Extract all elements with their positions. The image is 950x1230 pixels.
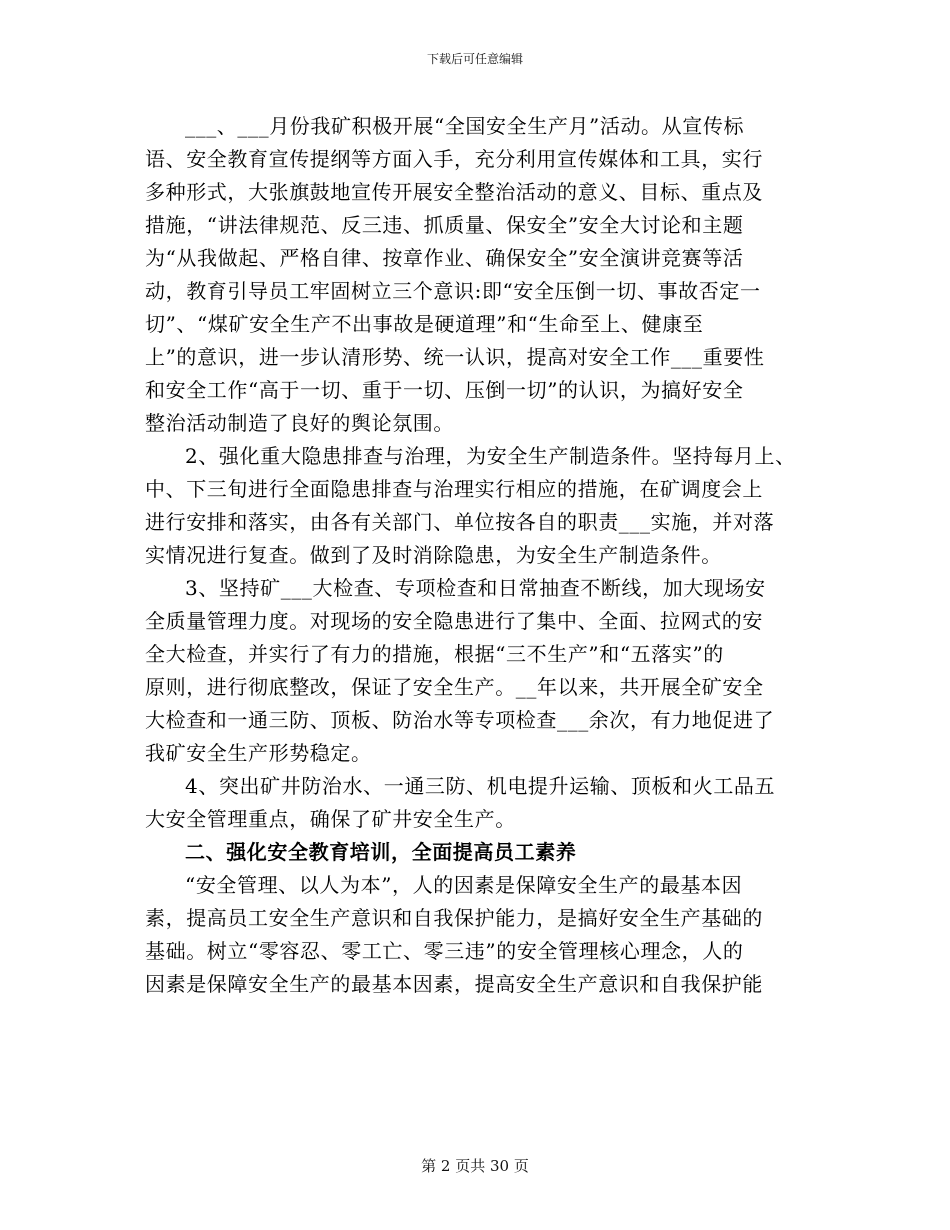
- paragraph-line: 和安全工作“高于一切、重于一切、压倒一切”的认识，为搞好安全: [145, 378, 744, 402]
- paragraph-line: 因素是保障安全生产的最基本因素，提高安全生产意识和自我保护能: [145, 972, 763, 996]
- paragraph-line: 多种形式，大张旗鼓地宣传开展安全整治活动的意义、目标、重点及: [145, 180, 763, 204]
- paragraph-line: 素，提高员工安全生产意识和自我保护能力，是搞好安全生产基础的: [145, 906, 763, 930]
- paragraph-line: 全大检查，并实行了有力的措施，根据“三不生产”和“五落实”的: [145, 642, 724, 666]
- paragraph-line: 措施，“讲法律规范、反三违、抓质量、保安全”安全大讨论和主题: [145, 213, 744, 237]
- paragraph-line: 实情况进行复查。做到了及时消除隐患，为安全生产制造条件。: [145, 543, 722, 567]
- paragraph-line: 4、突出矿井防治水、一通三防、机电提升运输、顶板和火工品五: [185, 774, 776, 798]
- paragraph-line: 整治活动制造了良好的舆论氛围。: [145, 411, 454, 435]
- page-footer: 第 2 页共 30 页: [421, 1157, 529, 1175]
- paragraph-line: 大检查和一通三防、顶板、防治水等专项检查___余次，有力地促进了: [145, 708, 775, 732]
- paragraph-line: 语、安全教育宣传提纲等方面入手，充分利用宣传媒体和工具，实行: [145, 147, 763, 171]
- paragraph-line: 基础。树立“零容忍、零工亡、零三违”的安全管理核心理念，人的: [145, 939, 744, 963]
- paragraph-line: 2、强化重大隐患排查与治理，为安全生产制造条件。坚持每月上、: [185, 444, 796, 468]
- paragraph-line: 我矿安全生产形势稳定。: [145, 741, 372, 765]
- paragraph-line: 动，教育引导员工牢固树立三个意识:即“安全压倒一切、事故否定一: [145, 279, 761, 303]
- paragraph-line: 3、坚持矿___大检查、专项检查和日常抽查不断线，加大现场安: [185, 576, 766, 600]
- paragraph-line: 原则，进行彻底整改，保证了安全生产。__年以来，共开展全矿安全: [145, 675, 764, 699]
- paragraph-line: 大安全管理重点，确保了矿井安全生产。: [145, 807, 516, 831]
- page-header: 下载后可任意编辑: [426, 52, 523, 66]
- paragraph-line: 切”、“煤矿安全生产不出事故是硬道理”和“生命至上、健康至: [145, 312, 704, 336]
- paragraph-line: 进行安排和落实，由各有关部门、单位按各自的职责___实施，并对落: [145, 510, 775, 534]
- section-heading: 二、强化安全教育培训，全面提高员工素养: [185, 840, 577, 864]
- document-body: [145, 110, 805, 1001]
- paragraph-line: 全质量管理力度。对现场的安全隐患进行了集中、全面、拉网式的安: [145, 609, 763, 633]
- paragraph-line: 中、下三旬进行全面隐患排查与治理实行相应的措施，在矿调度会上: [145, 477, 763, 501]
- paragraph-line: 上”的意识，进一步认清形势、统一认识，提高对安全工作___重要性: [145, 345, 765, 369]
- paragraph-line: ___、___月份我矿积极开展“全国安全生产月”活动。从宣传标: [185, 114, 745, 138]
- paragraph-line: 为“从我做起、严格自律、按章作业、确保安全”安全演讲竞赛等活: [145, 246, 744, 270]
- paragraph-line: “安全管理、以人为本”，人的因素是保障安全生产的最基本因: [185, 873, 743, 897]
